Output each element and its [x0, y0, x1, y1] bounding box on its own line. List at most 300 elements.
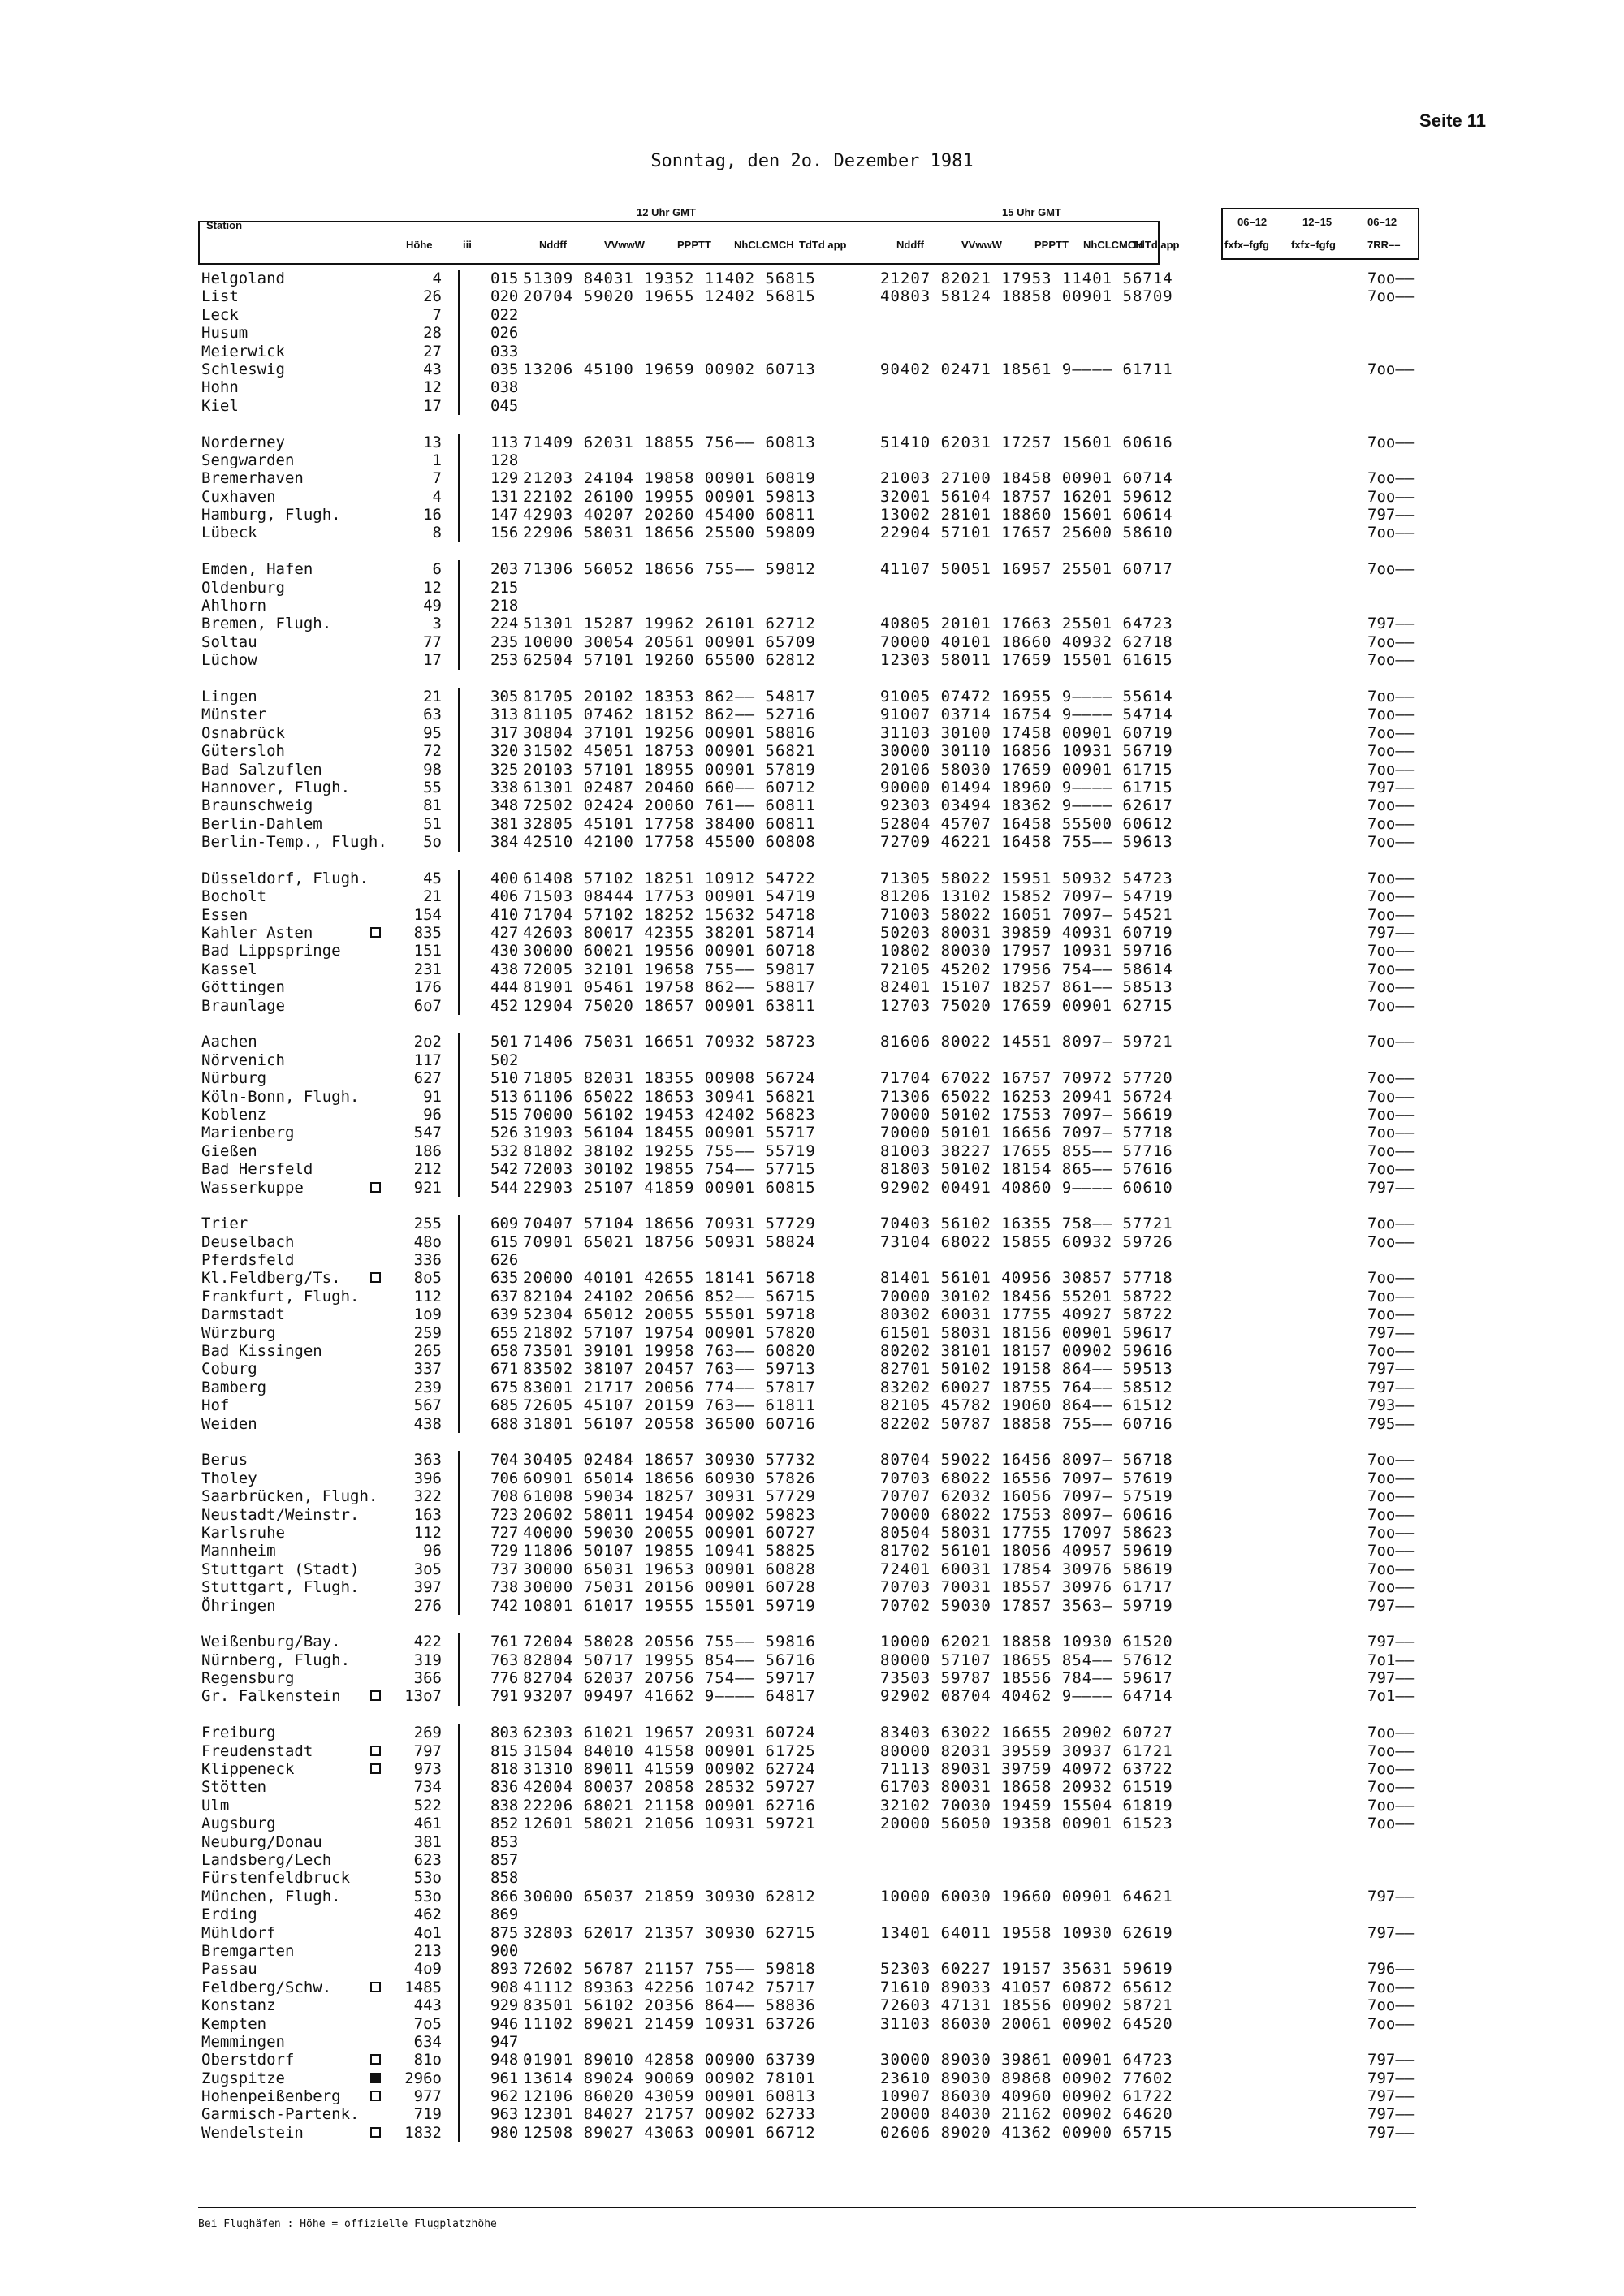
- obs-12utc: 42903 40207 20260 45400 60811: [523, 506, 816, 524]
- right-code: 797––: [1367, 506, 1415, 524]
- obs-12utc: 01901 89010 42858 00900 63739: [523, 2051, 816, 2069]
- station-height: 239: [413, 1378, 442, 1396]
- obs-15utc: 10802 80030 17957 10931 59716: [880, 942, 1173, 960]
- obs-12utc: 20602 58011 19454 00902 59823: [523, 1505, 816, 1524]
- right-s1: fxfx–fgfg: [1291, 239, 1336, 251]
- table-row: [198, 1415, 1416, 1433]
- right-code: 797––: [1367, 1923, 1415, 1942]
- column-rule: [458, 579, 460, 597]
- station-height: 154: [413, 905, 442, 924]
- station-height: 16: [423, 506, 442, 524]
- column-rule: [458, 1215, 460, 1232]
- station-number: 128: [490, 451, 519, 469]
- table-row: [198, 1560, 1416, 1578]
- table-row: [198, 1851, 1416, 1869]
- right-code: 7oo––: [1367, 1142, 1415, 1160]
- obs-15utc: 13002 28101 18860 15601 60614: [880, 506, 1173, 524]
- obs-15utc: 61703 80031 18658 20932 61519: [880, 1778, 1173, 1797]
- column-rule: [458, 560, 460, 578]
- column-rule: [458, 633, 460, 651]
- station-height: 4o9: [413, 1960, 442, 1979]
- table-row: [198, 451, 1416, 469]
- obs-15utc: 80704 59022 16456 8097– 56718: [880, 1451, 1173, 1470]
- obs-12utc: 40000 59030 20055 00901 60727: [523, 1523, 816, 1542]
- right-code: 7oo––: [1367, 978, 1415, 997]
- station-name: Bad Hersfeld: [201, 1160, 313, 1179]
- obs-12utc: 20704 59020 19655 12402 56815: [523, 287, 816, 306]
- station-number: 727: [490, 1523, 519, 1542]
- column-rule: [458, 1051, 460, 1069]
- obs-12utc: 52304 65012 20055 55501 59718: [523, 1306, 816, 1324]
- station-number: 737: [490, 1560, 519, 1578]
- station-name: Weißenburg/Bay.: [201, 1633, 341, 1651]
- station-name: Bad Kissingen: [201, 1342, 322, 1361]
- obs-12utc: 11806 50107 19855 10941 58825: [523, 1542, 816, 1560]
- station-height: 2o2: [413, 1033, 442, 1051]
- obs-12utc: 31310 89011 41559 00902 62724: [523, 1760, 816, 1779]
- right-code: 7o1––: [1367, 1687, 1415, 1706]
- obs-15utc: 12703 75020 17659 00901 62715: [880, 996, 1173, 1015]
- station-name: Passau: [201, 1960, 257, 1979]
- station-height: 797: [413, 1741, 442, 1760]
- station-name: Trier: [201, 1215, 248, 1233]
- obs-12utc: 51309 84031 19352 11402 56815: [523, 270, 816, 287]
- table-row: [198, 1542, 1416, 1560]
- obs-15utc: 71305 58022 15951 50932 54723: [880, 869, 1173, 887]
- obs-12utc: 31502 45051 18753 00901 56821: [523, 742, 816, 761]
- station-number: 893: [490, 1960, 519, 1979]
- table-row: [198, 1905, 1416, 1923]
- bottom-rule: [198, 2207, 1416, 2208]
- obs-12utc: 61301 02487 20460 660–– 60712: [523, 778, 816, 796]
- station-number: 947: [490, 2032, 519, 2051]
- obs-12utc: 71409 62031 18855 756–– 60813: [523, 433, 816, 451]
- station-height: 5o: [423, 833, 442, 852]
- obs-15utc: 13401 64011 19558 10930 62619: [880, 1923, 1173, 1942]
- column-rule: [458, 1088, 460, 1106]
- station-height: 567: [413, 1396, 442, 1415]
- obs-12utc: 70407 57104 18656 70931 57729: [523, 1215, 816, 1233]
- station-name: München, Flugh.: [201, 1887, 341, 1905]
- station-number: 742: [490, 1596, 519, 1615]
- obs-12utc: 42510 42100 17758 45500 60808: [523, 833, 816, 852]
- obs-15utc: 40805 20101 17663 25501 64723: [880, 615, 1173, 633]
- obs-15utc: 80000 82031 39559 30937 61721: [880, 1741, 1173, 1760]
- station-name: Stötten: [201, 1778, 267, 1797]
- column-rule: [458, 942, 460, 960]
- obs-12utc: 72502 02424 20060 761–– 60811: [523, 796, 816, 815]
- table-row: [198, 2105, 1416, 2123]
- col12-0: Nddff: [539, 239, 567, 251]
- obs-15utc: 71306 65022 16253 20941 56724: [880, 1087, 1173, 1106]
- right-code: 7oo––: [1367, 1160, 1415, 1179]
- table-row: [198, 1106, 1416, 1124]
- station-number: 704: [490, 1451, 519, 1470]
- station-height: 623: [413, 1850, 442, 1869]
- obs-12utc: 30000 60021 19556 00901 60718: [523, 942, 816, 960]
- obs-15utc: 80302 60031 17755 40927 58722: [880, 1306, 1173, 1324]
- right-code: 7oo––: [1367, 814, 1415, 833]
- column-rule: [458, 524, 460, 542]
- obs-12utc: 83502 38107 20457 763–– 59713: [523, 1360, 816, 1379]
- station-height: 17: [423, 651, 442, 670]
- right-code: 797––: [1367, 1323, 1415, 1342]
- col15-0: Nddff: [896, 239, 924, 251]
- table-row: [198, 1760, 1416, 1778]
- column-rule: [458, 1179, 460, 1197]
- right-code: 7oo––: [1367, 1033, 1415, 1051]
- station-number: 688: [490, 1414, 519, 1433]
- obs-15utc: 50203 80031 39859 40931 60719: [880, 924, 1173, 943]
- table-row: [198, 978, 1416, 996]
- station-name: Berlin-Temp., Flugh.: [201, 833, 387, 852]
- station-name: Helgoland: [201, 270, 285, 287]
- table-row: [198, 1651, 1416, 1669]
- station-name: Feldberg/Schw.: [201, 1978, 332, 1996]
- station-number: 313: [490, 706, 519, 724]
- station-name: Köln-Bonn, Flugh.: [201, 1087, 360, 1106]
- station-name: Stuttgart (Stadt): [201, 1560, 360, 1578]
- column-rule: [458, 488, 460, 506]
- right-code: 7oo––: [1367, 1542, 1415, 1560]
- station-height: 77: [423, 632, 442, 651]
- column-rule: [458, 506, 460, 524]
- station-number: 858: [490, 1869, 519, 1888]
- column-rule: [458, 1851, 460, 1869]
- col12-3: NhCLCMCH: [734, 239, 794, 251]
- station-name: Kempten: [201, 2014, 267, 2033]
- table-row: [198, 1506, 1416, 1524]
- column-rule: [458, 1724, 460, 1741]
- mountain-station-icon: [370, 1272, 381, 1283]
- mountain-station-filled-icon: [370, 2073, 381, 2083]
- station-name: Berlin-Dahlem: [201, 814, 322, 833]
- right-code: 797––: [1367, 924, 1415, 943]
- obs-12utc: 72602 56787 21157 755–– 59818: [523, 1960, 816, 1979]
- table-row: [198, 1179, 1416, 1197]
- column-rule: [458, 2069, 460, 2087]
- station-height: 163: [413, 1505, 442, 1524]
- table-row: [198, 324, 1416, 342]
- obs-12utc: 31504 84010 41558 00901 61725: [523, 1741, 816, 1760]
- obs-15utc: 72105 45202 17956 754–– 58614: [880, 960, 1173, 978]
- column-rule: [458, 1288, 460, 1306]
- table-row: [198, 1342, 1416, 1360]
- station-name: Essen: [201, 905, 248, 924]
- table-row: [198, 1269, 1416, 1287]
- column-rule: [458, 1506, 460, 1524]
- station-name: Hamburg, Flugh.: [201, 506, 341, 524]
- obs-12utc: 82804 50717 19955 854–– 56716: [523, 1651, 816, 1669]
- column-rule: [458, 1905, 460, 1923]
- right-code: 7oo––: [1367, 905, 1415, 924]
- station-height: 98: [423, 760, 442, 779]
- station-height: 12: [423, 578, 442, 597]
- station-number: 803: [490, 1724, 519, 1742]
- column-rule: [458, 324, 460, 342]
- right-code: 7oo––: [1367, 1232, 1415, 1251]
- obs-12utc: 42603 80017 42355 38201 58714: [523, 924, 816, 943]
- station-number: 015: [490, 270, 519, 287]
- right-s2: 7RR––: [1367, 239, 1401, 251]
- column-rule: [458, 343, 460, 360]
- right-code: 7oo––: [1367, 760, 1415, 779]
- right-code: 7oo––: [1367, 1469, 1415, 1487]
- obs-15utc: 73503 59787 18556 784–– 59617: [880, 1669, 1173, 1688]
- station-number: 675: [490, 1378, 519, 1396]
- column-rule: [458, 1542, 460, 1560]
- obs-12utc: 12508 89027 43063 00901 66712: [523, 2123, 816, 2142]
- obs-12utc: 72005 32101 19658 755–– 59817: [523, 960, 816, 978]
- row-gap: [198, 670, 1416, 688]
- obs-15utc: 83403 63022 16655 20902 60727: [880, 1724, 1173, 1742]
- table-row: [198, 1724, 1416, 1741]
- right-code: 7oo––: [1367, 1451, 1415, 1470]
- obs-12utc: 10000 30054 20561 00901 65709: [523, 632, 816, 651]
- table-row: [198, 597, 1416, 615]
- station-number: 215: [490, 578, 519, 597]
- station-name: Aachen: [201, 1033, 257, 1051]
- column-rule: [458, 1451, 460, 1469]
- station-number: 235: [490, 632, 519, 651]
- right-code: 7oo––: [1367, 1105, 1415, 1124]
- table-row: [198, 1088, 1416, 1106]
- right-code: 7oo––: [1367, 796, 1415, 815]
- station-number: 962: [490, 2087, 519, 2106]
- column-rule: [458, 833, 460, 851]
- obs-15utc: 72603 47131 18556 00902 58721: [880, 1996, 1173, 2015]
- column-rule: [458, 688, 460, 706]
- station-number: 427: [490, 924, 519, 943]
- station-name: Zugspitze: [201, 2069, 285, 2087]
- obs-12utc: 42004 80037 20858 28532 59727: [523, 1778, 816, 1797]
- column-rule: [458, 870, 460, 887]
- station-name: Neustadt/Weinstr.: [201, 1505, 360, 1524]
- station-number: 763: [490, 1651, 519, 1669]
- table-row: [198, 1124, 1416, 1142]
- station-height: 48o: [413, 1232, 442, 1251]
- column-rule: [458, 1597, 460, 1615]
- column-rule: [458, 1233, 460, 1251]
- station-name: Freiburg: [201, 1724, 276, 1742]
- block15-header: 15 Uhr GMT: [1002, 206, 1061, 218]
- station-number: 706: [490, 1469, 519, 1487]
- obs-12utc: 22906 58031 18656 25500 59809: [523, 524, 816, 542]
- station-number: 338: [490, 778, 519, 796]
- station-height: 1832: [404, 2123, 442, 2142]
- station-height: 462: [413, 1905, 442, 1924]
- station-height: 72: [423, 742, 442, 761]
- station-number: 544: [490, 1178, 519, 1197]
- right-code: 7oo––: [1367, 1505, 1415, 1524]
- obs-15utc: 92303 03494 18362 9–––– 62617: [880, 796, 1173, 815]
- station-number: 156: [490, 524, 519, 542]
- right-code: 7oo––: [1367, 560, 1415, 579]
- station-height: 55: [423, 778, 442, 796]
- table-row: [198, 2069, 1416, 2087]
- station-number: 035: [490, 360, 519, 378]
- station-height: 259: [413, 1323, 442, 1342]
- station-name: Hof: [201, 1396, 230, 1415]
- station-height: 265: [413, 1342, 442, 1361]
- station-height: 443: [413, 1996, 442, 2015]
- obs-15utc: 81401 56101 40956 30857 57718: [880, 1269, 1173, 1288]
- station-height: 26: [423, 287, 442, 306]
- station-height: 81: [423, 796, 442, 815]
- column-rule: [458, 378, 460, 396]
- table-row: [198, 1324, 1416, 1342]
- column-rule: [458, 1324, 460, 1342]
- right-code: 797––: [1367, 2051, 1415, 2069]
- station-height: 176: [413, 978, 442, 997]
- station-number: 963: [490, 2105, 519, 2124]
- station-height: 319: [413, 1651, 442, 1669]
- station-height: 337: [413, 1360, 442, 1379]
- right-code: 7oo––: [1367, 1342, 1415, 1361]
- right-code: 795––: [1367, 1414, 1415, 1433]
- obs-15utc: 81803 50102 18154 865–– 57616: [880, 1160, 1173, 1179]
- column-rule: [458, 924, 460, 942]
- station-height: 13o7: [404, 1687, 442, 1706]
- table-row: [198, 887, 1416, 905]
- obs-15utc: 70707 62032 16056 7097– 57519: [880, 1487, 1173, 1506]
- table-row: [198, 724, 1416, 742]
- obs-12utc: 60901 65014 18656 60930 57826: [523, 1469, 816, 1487]
- column-rule: [458, 1651, 460, 1669]
- column-rule: [458, 2015, 460, 2033]
- right-code: 7oo––: [1367, 1796, 1415, 1815]
- right-h2: 06–12: [1367, 216, 1397, 228]
- table-row: [198, 1960, 1416, 1978]
- right-code: 7oo––: [1367, 1996, 1415, 2015]
- row-gap: [198, 1197, 1416, 1215]
- table-row: [198, 1869, 1416, 1887]
- right-code: 7oo––: [1367, 651, 1415, 670]
- station-name: Memmingen: [201, 2032, 285, 2051]
- obs-12utc: 62303 61021 19657 20931 60724: [523, 1724, 816, 1742]
- obs-12utc: 22206 68021 21158 00901 62716: [523, 1796, 816, 1815]
- column-rule: [458, 779, 460, 796]
- obs-12utc: 12106 86020 43059 00901 60813: [523, 2087, 816, 2106]
- column-rule: [458, 651, 460, 669]
- column-rule: [458, 1306, 460, 1323]
- obs-15utc: 21207 82021 17953 11401 56714: [880, 270, 1173, 287]
- right-code: 797––: [1367, 1378, 1415, 1396]
- row-gap: [198, 852, 1416, 870]
- table-row: [198, 1742, 1416, 1760]
- station-number: 853: [490, 1832, 519, 1851]
- station-height: 231: [413, 960, 442, 978]
- station-height: 7: [432, 469, 442, 488]
- obs-15utc: 71003 58022 16051 7097– 54521: [880, 905, 1173, 924]
- station-height: 522: [413, 1796, 442, 1815]
- table-row: [198, 906, 1416, 924]
- station-height: 438: [413, 1414, 442, 1433]
- table-row: [198, 1069, 1416, 1087]
- station-number: 635: [490, 1269, 519, 1288]
- obs-12utc: 20103 57101 18955 00901 57819: [523, 760, 816, 779]
- obs-15utc: 92902 00491 40860 9–––– 60610: [880, 1178, 1173, 1197]
- station-number: 655: [490, 1323, 519, 1342]
- obs-12utc: 82104 24102 20656 852–– 56715: [523, 1287, 816, 1306]
- right-code: 797––: [1367, 1178, 1415, 1197]
- station-height: 43: [423, 360, 442, 378]
- station-height: 296o: [404, 2069, 442, 2087]
- obs-15utc: 61501 58031 18156 00901 59617: [880, 1323, 1173, 1342]
- obs-15utc: 80504 58031 17755 17097 58623: [880, 1523, 1173, 1542]
- station-name: Cuxhaven: [201, 487, 276, 506]
- station-name: Meierwick: [201, 342, 285, 360]
- station-name: Lübeck: [201, 524, 257, 542]
- obs-12utc: 12904 75020 18657 00901 63811: [523, 996, 816, 1015]
- obs-15utc: 20106 58030 17659 00901 61715: [880, 760, 1173, 779]
- station-number: 501: [490, 1033, 519, 1051]
- right-code: 7oo––: [1367, 1269, 1415, 1288]
- table-row: [198, 1379, 1416, 1396]
- station-number: 515: [490, 1105, 519, 1124]
- station-header: Station: [206, 219, 243, 231]
- station-height: 4: [432, 270, 442, 287]
- column-rule: [458, 960, 460, 978]
- right-code: 797––: [1367, 615, 1415, 633]
- table-row: [198, 506, 1416, 524]
- table-row: [198, 1815, 1416, 1832]
- station-height: 91: [423, 1087, 442, 1106]
- station-name: Bremerhaven: [201, 469, 304, 488]
- obs-12utc: 12601 58021 21056 10931 59721: [523, 1815, 816, 1833]
- obs-12utc: 41112 89363 42256 10742 75717: [523, 1978, 816, 1996]
- table-header: [198, 200, 1416, 268]
- obs-12utc: 81901 05461 19758 862–– 58817: [523, 978, 816, 997]
- obs-15utc: 52804 45707 16458 55500 60612: [880, 814, 1173, 833]
- station-height: 973: [413, 1760, 442, 1779]
- right-code: 7oo––: [1367, 742, 1415, 761]
- station-name: Bamberg: [201, 1378, 267, 1396]
- obs-12utc: 21802 57107 19754 00901 57820: [523, 1323, 816, 1342]
- obs-15utc: 72401 60031 17854 30976 58619: [880, 1560, 1173, 1578]
- column-rule: [458, 1669, 460, 1687]
- column-rule: [458, 1942, 460, 1960]
- right-code: 7oo––: [1367, 1560, 1415, 1578]
- station-number: 381: [490, 814, 519, 833]
- right-code: 7oo––: [1367, 687, 1415, 706]
- station-height: 53o: [413, 1869, 442, 1888]
- obs-15utc: 70703 68022 16556 7097– 57619: [880, 1469, 1173, 1487]
- column-rule: [458, 706, 460, 723]
- table-row: [198, 1360, 1416, 1378]
- right-code: 7oo––: [1367, 1741, 1415, 1760]
- obs-15utc: 82105 45782 19060 864–– 61512: [880, 1396, 1173, 1415]
- table-row: [198, 1833, 1416, 1851]
- obs-12utc: 83501 56102 20356 864–– 58836: [523, 1996, 816, 2015]
- station-height: 719: [413, 2105, 442, 2124]
- right-code: 7oo––: [1367, 833, 1415, 852]
- station-height: 21: [423, 887, 442, 906]
- station-height: 13: [423, 433, 442, 451]
- table-row: [198, 1924, 1416, 1942]
- obs-15utc: 82401 15107 18257 861–– 58513: [880, 978, 1173, 997]
- obs-15utc: 30000 30110 16856 10931 56719: [880, 742, 1173, 761]
- obs-12utc: 31903 56104 18455 00901 55717: [523, 1124, 816, 1142]
- obs-12utc: 83001 21717 20056 774–– 57817: [523, 1378, 816, 1396]
- station-height: 627: [413, 1069, 442, 1088]
- table-row: [198, 2015, 1416, 2033]
- right-h1: 12–15: [1302, 216, 1332, 228]
- obs-12utc: 71503 08444 17753 00901 54719: [523, 887, 816, 906]
- table-row: [198, 924, 1416, 942]
- obs-15utc: 41107 50051 16957 25501 60717: [880, 560, 1173, 579]
- station-height: 213: [413, 1941, 442, 1960]
